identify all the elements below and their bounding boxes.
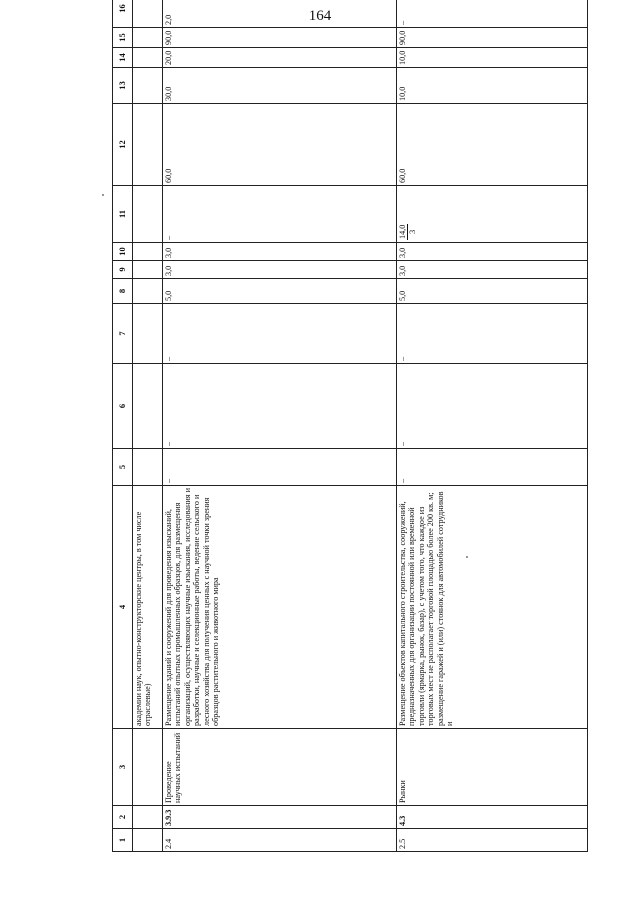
cell [133, 68, 163, 104]
use-code: 3.9.3 [163, 806, 397, 829]
row-number: 2.5 [397, 829, 588, 852]
col-header: 9 [113, 261, 133, 279]
cell [133, 304, 163, 364]
col-header: 2 [113, 806, 133, 829]
cell-13: 10,0 [397, 68, 588, 104]
cell-9: 3,0 [163, 261, 397, 279]
col-header: 3 [113, 729, 133, 806]
cell [133, 0, 163, 28]
cell [133, 806, 163, 829]
cell-14: 20,0 [163, 48, 397, 68]
cell-12: 60,0 [397, 104, 588, 186]
col-header: 1 [113, 829, 133, 852]
row-number: 2.4 [163, 829, 397, 852]
cell-13: 30,0 [163, 68, 397, 104]
cell-16: 2,0 [163, 0, 397, 28]
cell [133, 104, 163, 186]
fraction-denominator: 3 [408, 229, 418, 234]
col-header: 7 [113, 304, 133, 364]
col-header: 11 [113, 186, 133, 243]
cell-16: – [397, 0, 588, 28]
cell-5: – [163, 449, 397, 486]
cell [133, 449, 163, 486]
cell-14: 10,0 [397, 48, 588, 68]
col-header: 5 [113, 449, 133, 486]
cell-8: 5,0 [397, 279, 588, 304]
cell [133, 829, 163, 852]
cell-10: 3,0 [397, 243, 588, 261]
col-header: 6 [113, 364, 133, 449]
col-header: 16 [113, 0, 133, 28]
fraction-value [398, 224, 418, 240]
cell [133, 28, 163, 48]
cell-12: 60,0 [163, 104, 397, 186]
col-header: 15 [113, 28, 133, 48]
use-name: Рынки [397, 729, 588, 806]
cell-5: – [397, 449, 588, 486]
use-description: Размещение объектов капитального строительства, сооружений, предназначенных для организации постоянной или временной торговли (ярмарка, рынок, базар), с учетом того, что каждое из торговых мест не располагает торговой площадью более 200 кв. м; размещение гаражей и (или) стоянок для автомобилей сотрудников и [397, 486, 588, 729]
cell [133, 279, 163, 304]
cell [133, 261, 163, 279]
cell [133, 186, 163, 243]
cell-15: 90,0 [163, 28, 397, 48]
cell [133, 243, 163, 261]
cell [133, 48, 163, 68]
continuation-description: академии наук, опытно-конструкторские центры, в том числе отраслевые) [133, 486, 163, 729]
column-number-row [113, 0, 133, 852]
cell-15: 90,0 [397, 28, 588, 48]
scan-dot [102, 194, 104, 196]
col-header: 10 [113, 243, 133, 261]
use-name: Проведение научных испытаний [163, 729, 397, 806]
land-use-regulations-table [112, 0, 588, 852]
table-row [163, 0, 397, 852]
cell-11 [397, 186, 588, 243]
col-header: 8 [113, 279, 133, 304]
cell-10: 3,0 [163, 243, 397, 261]
use-code: 4.3 [397, 806, 588, 829]
continuation-row [133, 0, 163, 852]
page-number: 164 [308, 8, 332, 24]
use-description: Размещение зданий и сооружений для проведения изысканий, испытаний опытных промышленных образцов, для размещения организаций, осуществляющих научные изыскания, исследования и разработки, научные и селекционные работы, ведение сельского и лесного хозяйства для получения ценных с научной точки зрения образцов растительного и животного мира [163, 486, 397, 729]
cell-8: 5,0 [163, 279, 397, 304]
cell [133, 364, 163, 449]
cell-7: – [163, 304, 397, 364]
col-header: 13 [113, 68, 133, 104]
col-header: 14 [113, 48, 133, 68]
col-header: 12 [113, 104, 133, 186]
cell-6: – [163, 364, 397, 449]
cell-11: – [163, 186, 397, 243]
table-row [397, 0, 588, 852]
fraction-numerator: 14,0 [398, 224, 407, 239]
col-header: 4 [113, 486, 133, 729]
cell [133, 729, 163, 806]
cell-7: – [397, 304, 588, 364]
cell-9: 3,0 [397, 261, 588, 279]
cell-6: – [397, 364, 588, 449]
